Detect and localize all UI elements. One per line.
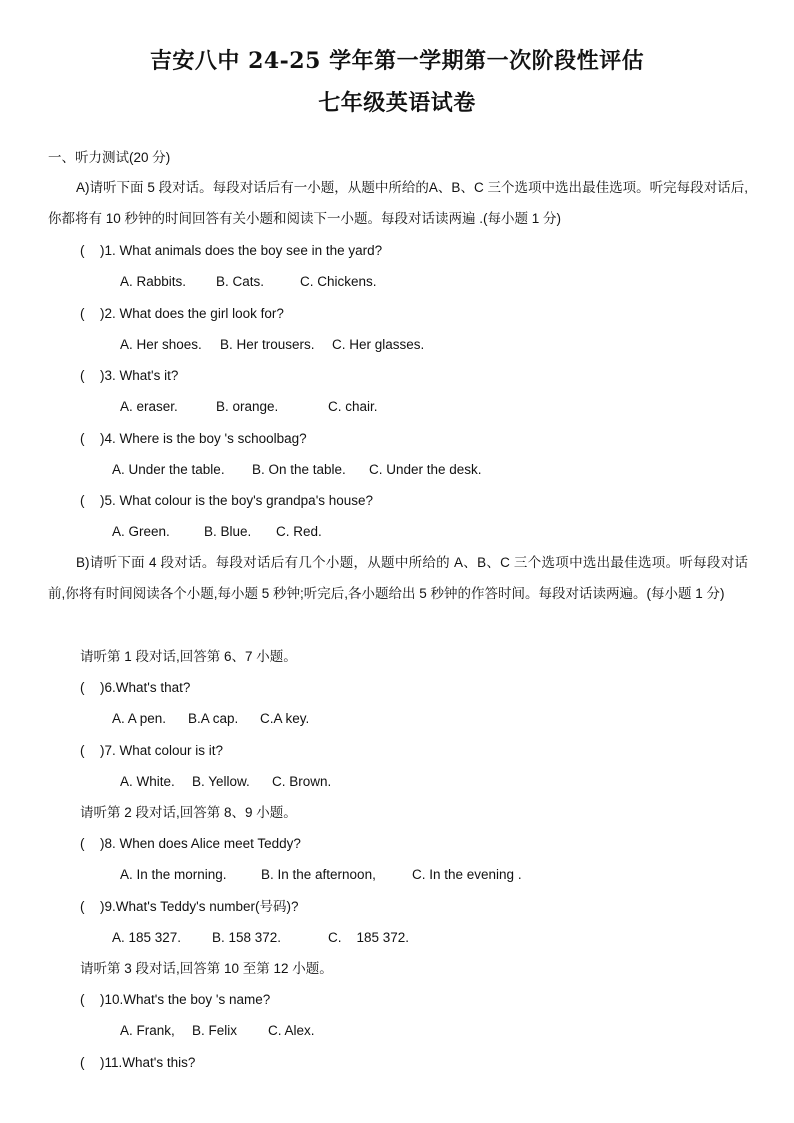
- answer-blank[interactable]: (: [80, 243, 85, 258]
- conversation-2-heading: 请听第 2 段对话,回答第 8、9 小题。: [80, 805, 297, 820]
- answer-blank[interactable]: (: [80, 306, 85, 321]
- option-b: B. In the afternoon,: [261, 867, 376, 882]
- option-a: A. A pen.: [112, 711, 167, 726]
- question-2-options: [120, 336, 424, 354]
- question-1-text: 1. What animals does the boy see in the yard?: [104, 243, 383, 258]
- part-a-instructions: [48, 172, 748, 236]
- part-b-instructions: [48, 547, 748, 643]
- option-a: A. In the morning.: [120, 867, 227, 882]
- option-b: B.A cap.: [188, 711, 239, 726]
- answer-blank[interactable]: (: [80, 493, 85, 508]
- paren-close: ): [100, 368, 105, 383]
- option-a: A. Green.: [112, 524, 170, 539]
- question-4-text: 4. Where is the boy 's schoolbag?: [104, 431, 307, 446]
- option-c: C. chair.: [328, 399, 378, 414]
- option-a: A. Her shoes.: [120, 337, 202, 352]
- question-9: [80, 898, 298, 916]
- paren-close: ): [100, 743, 105, 758]
- answer-blank[interactable]: (: [80, 1055, 85, 1070]
- question-5-text: 5. What colour is the boy's grandpa's house?: [104, 493, 374, 508]
- question-3-text: 3. What's it?: [104, 368, 179, 383]
- option-c: C. Her glasses.: [332, 337, 425, 352]
- answer-blank[interactable]: (: [80, 836, 85, 851]
- exam-title: 吉安八中 24-25 学年第一学期第一次阶段性评估: [149, 48, 645, 74]
- question-9-options: [112, 929, 409, 947]
- option-c: C. Red.: [276, 524, 322, 539]
- paren-close: ): [100, 899, 105, 914]
- question-5-options: [112, 523, 322, 541]
- option-b: B. Yellow.: [192, 774, 250, 789]
- paren-close: ): [100, 306, 105, 321]
- part-a-instructions-text: A)请听下面 5 段对话。每段对话后有一小题，从题中所给的A、B、C 三个选项中选出最佳选项。听完每段对话后,你都将有 10 秒钟的时间回答有关小题和阅读下一小题。每段对话读两遍 .(每小题 1 分): [48, 180, 748, 226]
- option-a: A. Frank,: [120, 1023, 175, 1038]
- paren-close: ): [100, 992, 105, 1007]
- question-3-options: [120, 398, 378, 416]
- option-b: B. orange.: [216, 399, 279, 414]
- question-5: [80, 492, 373, 510]
- option-c: C. In the evening .: [412, 867, 522, 882]
- question-11: [80, 1054, 195, 1072]
- question-1: [80, 242, 382, 260]
- option-c: C. Chickens.: [300, 274, 377, 289]
- option-b: B. Felix: [192, 1023, 238, 1038]
- question-4-options: [112, 461, 482, 479]
- answer-blank[interactable]: (: [80, 431, 85, 446]
- question-6-options: [112, 710, 309, 728]
- option-c: C.A key.: [260, 711, 310, 726]
- question-2-text: 2. What does the girl look for?: [104, 306, 284, 321]
- paren-close: ): [100, 243, 105, 258]
- option-b: B. Blue.: [204, 524, 252, 539]
- conversation-1-heading: 请听第 1 段对话,回答第 6、7 小题。: [80, 649, 297, 664]
- option-a: A. White.: [120, 774, 175, 789]
- option-a: A. 185 327.: [112, 930, 182, 945]
- exam-subtitle: 七年级英语试卷: [318, 90, 476, 116]
- option-c: C. 185 372.: [328, 930, 410, 945]
- answer-blank[interactable]: (: [80, 368, 85, 383]
- option-c: C. Brown.: [272, 774, 332, 789]
- answer-blank[interactable]: (: [80, 680, 85, 695]
- question-9-text: 9.What's Teddy's number(号码)?: [104, 899, 299, 914]
- question-11-text: 11.What's this?: [104, 1055, 196, 1070]
- option-a: A. Under the table.: [112, 462, 225, 477]
- paren-close: ): [100, 431, 105, 446]
- question-7-options: [120, 773, 331, 791]
- option-b: B. Cats.: [216, 274, 265, 289]
- question-4: [80, 430, 307, 448]
- question-3: [80, 367, 178, 385]
- paren-close: ): [100, 1055, 105, 1070]
- question-10-text: 10.What's the boy 's name?: [104, 992, 271, 1007]
- question-6: [80, 679, 190, 697]
- part-b-instructions-text: B)请听下面 4 段对话。每段对话后有几个小题，从题中所给的 A、B、C 三个选项中选出最佳选项。听每段对话前,你将有时间阅读各个小题,每小题 5 秒钟;听完后,各小题给出 5 秒钟的作答时间。每段对话读两遍。(每小题 1 分): [48, 555, 748, 601]
- option-a: A. Rabbits.: [120, 274, 187, 289]
- section-heading-listening: 一、听力测试(20 分): [48, 150, 171, 165]
- question-1-options: [120, 273, 377, 291]
- question-8-text: 8. When does Alice meet Teddy?: [104, 836, 301, 851]
- option-c: C. Alex.: [268, 1023, 315, 1038]
- answer-blank[interactable]: (: [80, 899, 85, 914]
- question-10: [80, 991, 270, 1009]
- paren-close: ): [100, 680, 105, 695]
- question-7: [80, 742, 223, 760]
- question-7-text: 7. What colour is it?: [104, 743, 224, 758]
- paren-close: ): [100, 493, 105, 508]
- option-b: B. On the table.: [252, 462, 346, 477]
- question-10-options: [120, 1022, 315, 1040]
- paren-close: ): [100, 836, 105, 851]
- answer-blank[interactable]: (: [80, 992, 85, 1007]
- conversation-3-heading: 请听第 3 段对话,回答第 10 至第 12 小题。: [80, 961, 333, 976]
- option-c: C. Under the desk.: [369, 462, 482, 477]
- question-8: [80, 835, 301, 853]
- question-6-text: 6.What's that?: [104, 680, 191, 695]
- question-8-options: [120, 866, 522, 884]
- option-a: A. eraser.: [120, 399, 178, 414]
- option-b: B. Her trousers.: [220, 337, 315, 352]
- answer-blank[interactable]: (: [80, 743, 85, 758]
- question-2: [80, 305, 284, 323]
- option-b: B. 158 372.: [212, 930, 282, 945]
